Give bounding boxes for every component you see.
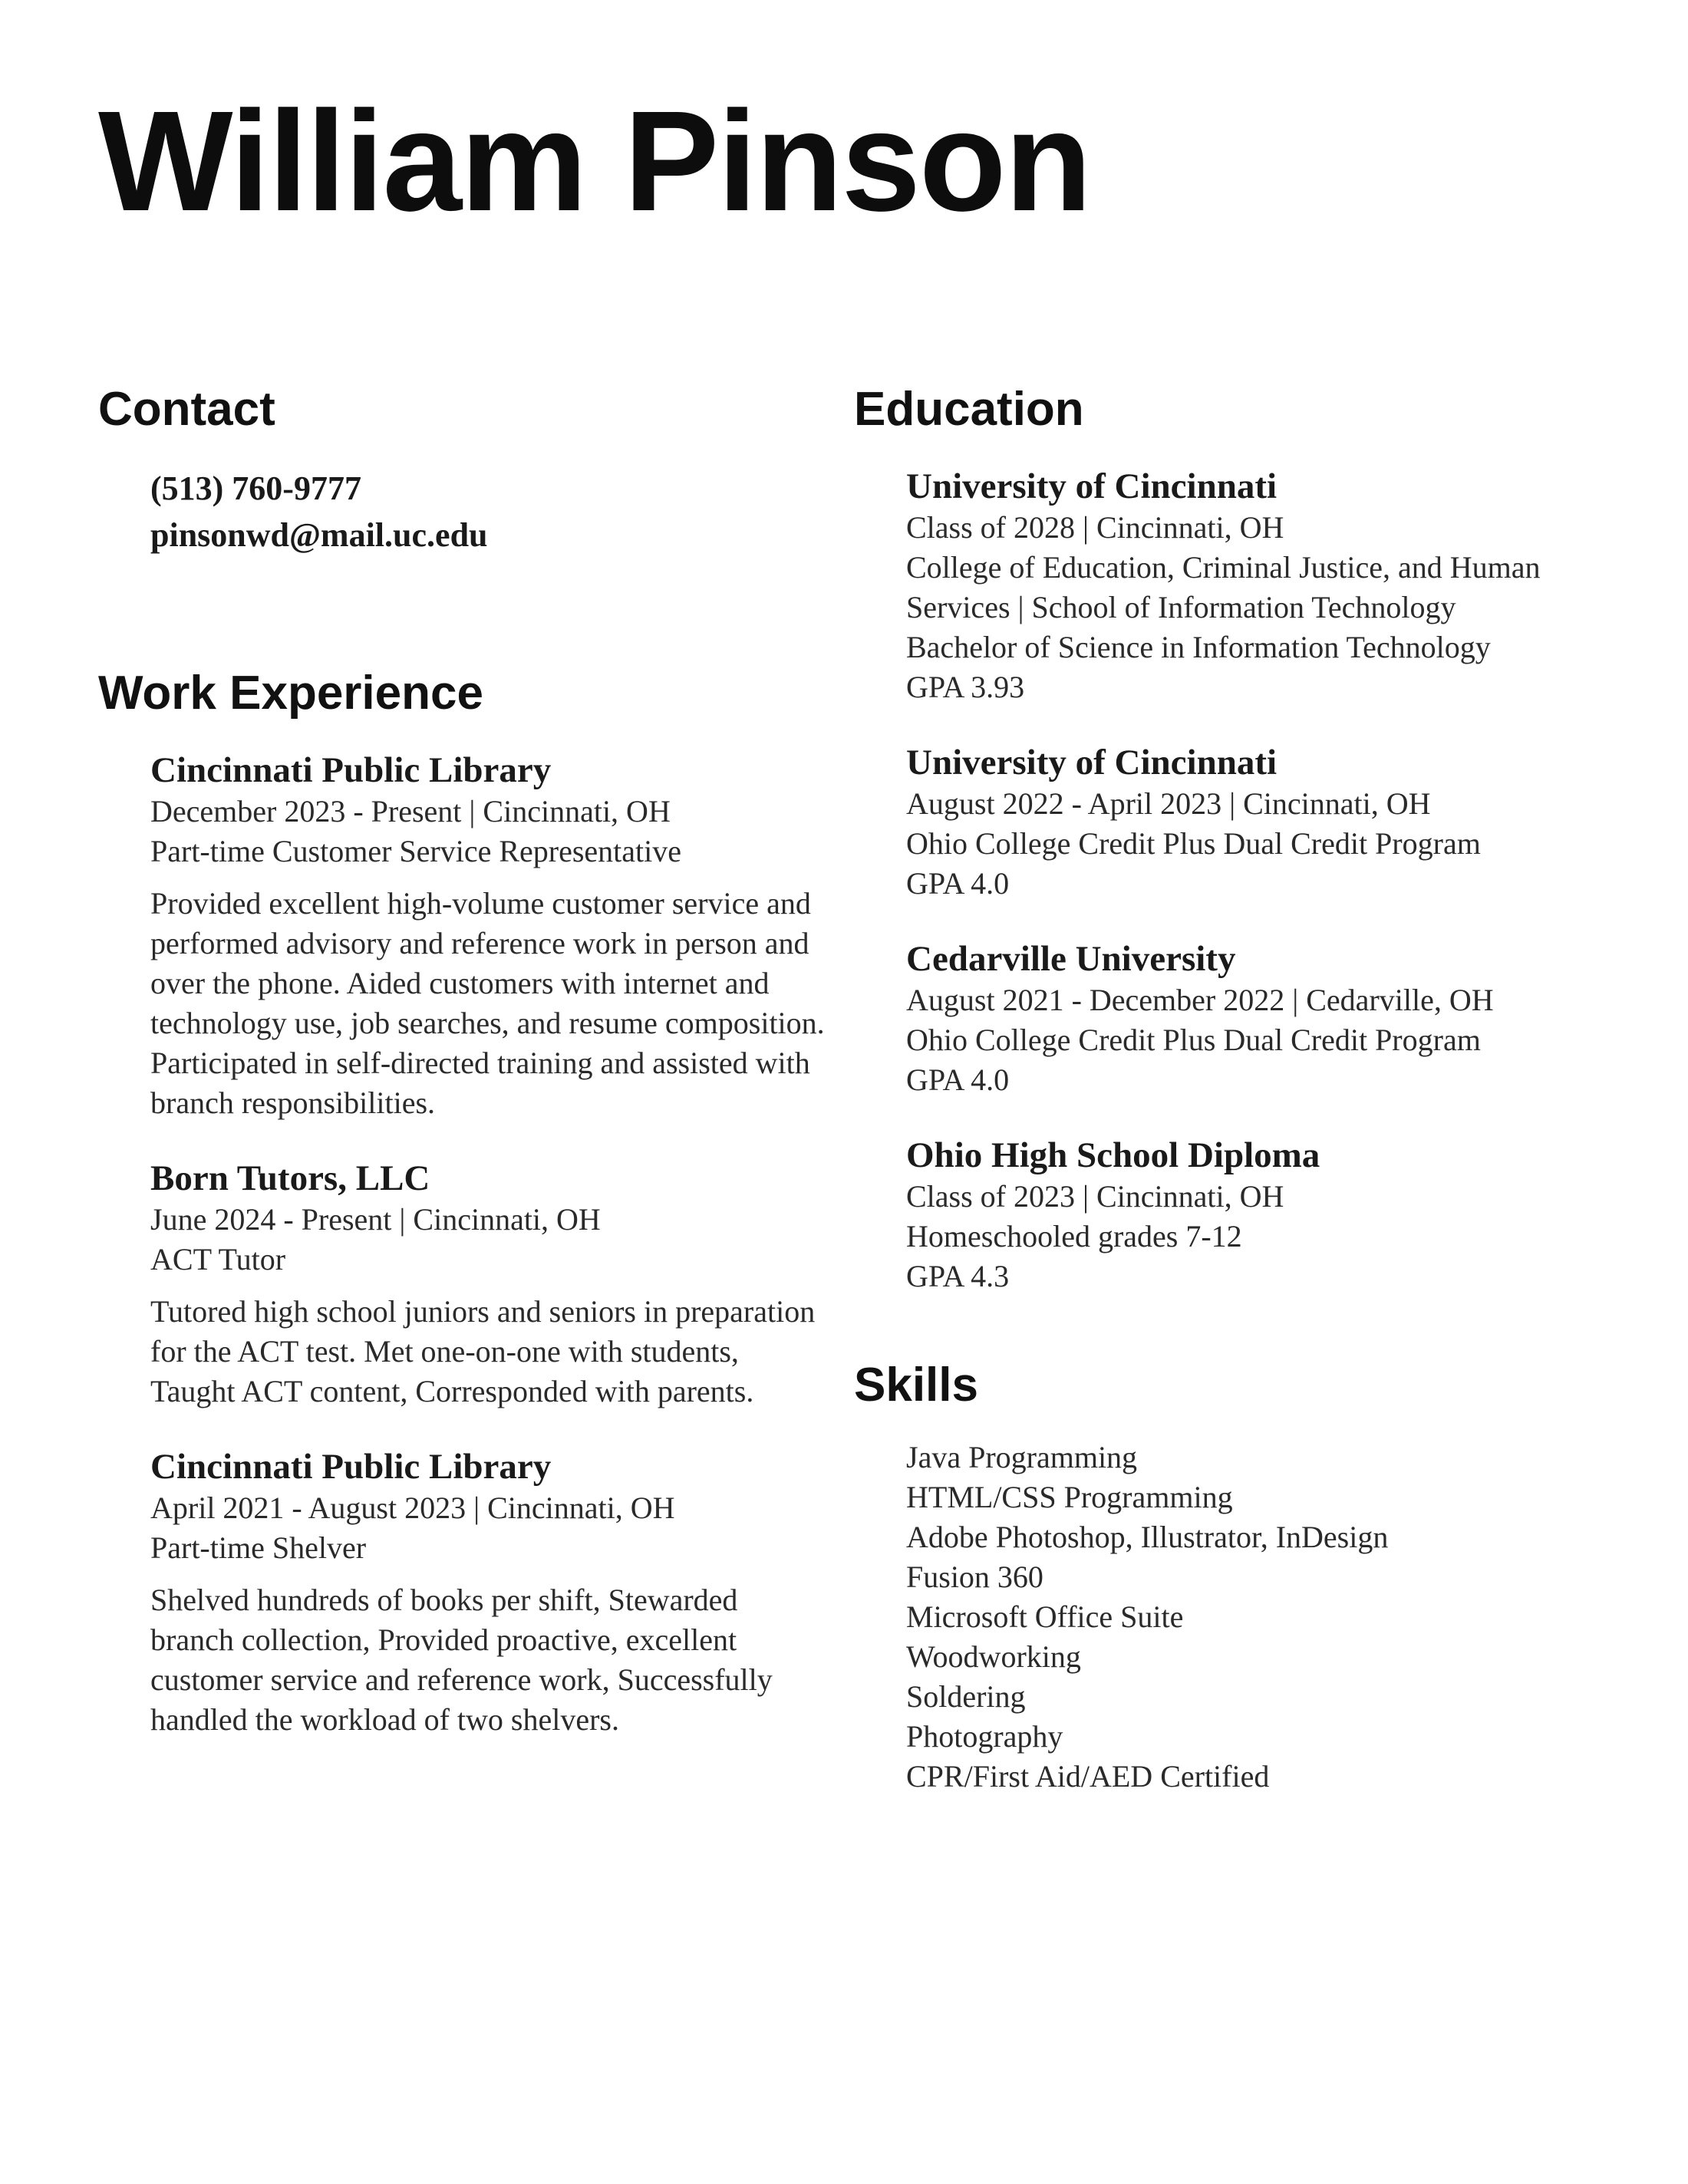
job-dates-location: December 2023 - Present | Cincinnati, OH [150, 794, 671, 829]
phone-number: (513) 760-9777 [150, 469, 361, 508]
education-entry [906, 465, 1621, 707]
education-body [854, 465, 1621, 1296]
school-detail: Ohio College Credit Plus Dual Credit Program [906, 1023, 1481, 1058]
school-name: University of Cincinnati [906, 466, 1278, 507]
skill-item: Photography [906, 1719, 1063, 1754]
job-role: Part-time Shelver [150, 1530, 367, 1566]
school-gpa: GPA 4.0 [906, 1062, 1010, 1098]
skill-item: Adobe Photoshop, Illustrator, InDesign [906, 1520, 1389, 1555]
education-entry [906, 1134, 1621, 1296]
school-name: Cedarville University [906, 939, 1236, 980]
job-entry [150, 1445, 827, 1740]
job-dates-location: June 2024 - Present | Cincinnati, OH [150, 1202, 601, 1237]
job-employer: Cincinnati Public Library [150, 1447, 552, 1487]
left-column [98, 384, 827, 1774]
job-employer: Cincinnati Public Library [150, 750, 552, 791]
education-section [854, 384, 1621, 1296]
contact-section [98, 384, 827, 558]
resume-name: William Pinson [98, 82, 1091, 241]
job-description: Shelved hundreds of books per shift, Stewarded branch collection, Provided proactive, excellent customer service and reference work, Successfully handled the workload of two shelvers. [150, 1583, 773, 1738]
job-employer: Born Tutors, LLC [150, 1158, 430, 1199]
skill-item: Fusion 360 [906, 1560, 1043, 1595]
school-detail: Homeschooled grades 7-12 [906, 1219, 1242, 1254]
school-detail: Bachelor of Science in Information Technology [906, 630, 1491, 665]
school-gpa: GPA 4.0 [906, 866, 1010, 901]
right-column [854, 384, 1621, 1797]
skill-item: Woodworking [906, 1639, 1081, 1675]
skills-heading: Skills [854, 1359, 978, 1412]
job-role: ACT Tutor [150, 1242, 286, 1277]
skill-item: Java Programming [906, 1440, 1138, 1475]
job-description: Tutored high school juniors and seniors in preparation for the ACT test. Met one-on-one with students, Taught ACT content, Corresponded with parents. [150, 1294, 816, 1409]
education-heading: Education [854, 383, 1084, 436]
school-detail: August 2021 - December 2022 | Cedarville, OH [906, 983, 1494, 1018]
school-detail: August 2022 - April 2023 | Cincinnati, OH [906, 786, 1431, 822]
skills-list [854, 1438, 1621, 1797]
school-detail: College of Education, Criminal Justice, and Human Services | School of Information Technology [906, 550, 1541, 625]
job-entry [150, 749, 827, 1123]
school-detail: Ohio College Credit Plus Dual Credit Program [906, 826, 1481, 861]
school-detail: Class of 2028 | Cincinnati, OH [906, 510, 1284, 545]
school-name: University of Cincinnati [906, 743, 1278, 783]
email-address: pinsonwd@mail.uc.edu [150, 516, 488, 555]
skills-section [854, 1359, 1621, 1797]
skill-item: Soldering [906, 1679, 1026, 1715]
job-description: Provided excellent high-volume customer service and performed advisory and reference work in person and over the phone. Aided customers with internet and technology use, job searches, and resume composition. Participated in self-directed training and assisted with branch responsibilities. [150, 886, 825, 1121]
contact-heading: Contact [98, 383, 275, 436]
education-entry [906, 741, 1621, 904]
school-name: Ohio High School Diploma [906, 1135, 1320, 1176]
school-gpa: GPA 3.93 [906, 670, 1025, 705]
contact-body [98, 465, 827, 558]
job-role: Part-time Customer Service Representative [150, 834, 682, 869]
work-experience-section [98, 667, 827, 1740]
skill-item: HTML/CSS Programming [906, 1480, 1233, 1515]
work-experience-body [98, 749, 827, 1740]
job-entry [150, 1157, 827, 1412]
skill-item: CPR/First Aid/AED Certified [906, 1759, 1270, 1794]
skill-item: Microsoft Office Suite [906, 1599, 1184, 1635]
school-gpa: GPA 4.3 [906, 1259, 1010, 1294]
job-dates-location: April 2021 - August 2023 | Cincinnati, OH [150, 1491, 675, 1526]
school-detail: Class of 2023 | Cincinnati, OH [906, 1179, 1284, 1214]
education-entry [906, 937, 1621, 1100]
work-experience-heading: Work Experience [98, 667, 483, 720]
